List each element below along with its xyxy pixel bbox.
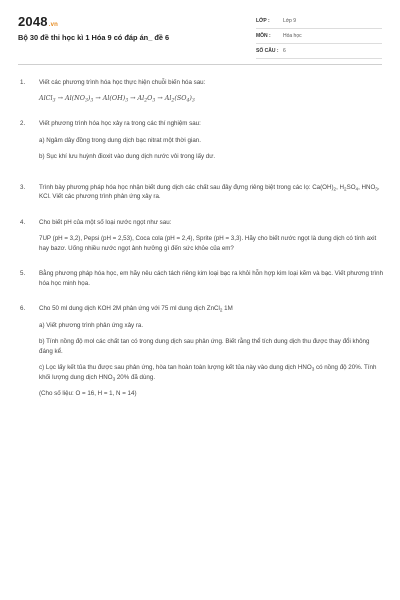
question-number: 6. <box>20 305 26 312</box>
question-text: Cho biết pH của một số loại nước ngọt như sau: <box>39 218 172 226</box>
question-part-a: a) Ngâm dây đồng trong dung dịch bạc nitrat một thời gian. <box>39 136 201 144</box>
meta-label: SỐ CÂU : <box>256 48 279 54</box>
question-4 <box>18 218 384 254</box>
question-text: Cho 50 ml dung dịch KOH 2M phản ứng với 75 ml dung dịch ZnCl$_2$ 1M <box>39 305 233 313</box>
document-title: Bộ 30 đề thi học kì 1 Hóa 9 có đáp án_ đề 6 <box>18 33 170 42</box>
meta-label: MÔN : <box>256 33 271 39</box>
question-part-a: a) Viết phương trình phản ứng xảy ra. <box>39 321 144 329</box>
meta-table <box>256 14 382 59</box>
question-number: 5. <box>20 270 26 277</box>
meta-label: LỚP : <box>256 18 270 24</box>
reaction-chain: AlCl$_3$ → $Al(NO_3)_3 \to Al(OH)_3 \to Al_2O_3 \to Al_2(SO_4)_3$ <box>39 93 195 103</box>
site-logo[interactable]: 2048.vn <box>18 14 59 29</box>
meta-value: Lớp 9 <box>283 18 297 24</box>
question-number: 1. <box>20 79 26 86</box>
question-text: Bằng phương pháp hóa học, em hãy nêu cách tách riêng kim loại bạc ra khỏi hỗn hợp kim loại kẽm và bạc. Viết phương trình hóa học minh họa. <box>39 270 384 287</box>
data-note: (Cho số liệu: O = 16, H = 1, N = 14) <box>39 390 137 397</box>
document-header <box>0 0 400 62</box>
question-text: Viết phương trình hóa học xảy ra trong các thí nghiệm sau: <box>39 120 201 127</box>
question-number: 4. <box>20 218 26 226</box>
meta-row-class <box>256 14 382 29</box>
question-detail: 7UP (pH = 3,2), Pepsi (pH = 2,53), Coca cola (pH = 2,4), Sprite (pH = 3,3). Hãy cho biết nước ngọt là dung dịch có tính axit hay bazơ. Uống nhiều nước ngọt ảnh hưởng gì đến sức khỏe của em? <box>39 235 377 252</box>
question-part-c: c) Lọc lấy kết tủa thu được sau phản ứng, hòa tan hoàn toàn lượng kết tủa này vào dung dịch $HNO_3$ có nồng độ 20%. Tính khối lượng dung dịch $HNO_3$ 20% đã dùng. <box>39 364 377 381</box>
question-2 <box>18 119 384 162</box>
meta-value: Hóa học <box>283 33 302 39</box>
question-5 <box>18 269 384 288</box>
meta-row-count <box>256 44 382 59</box>
question-list <box>18 78 384 399</box>
question-part-b: b) Tính nồng độ mol các chất tan có trong dung dịch sau phản ứng. Biết rằng thể tích dung dịch thu được thay đổi không đáng kể. <box>39 338 370 355</box>
question-6 <box>18 304 384 399</box>
meta-value: 6 <box>283 48 286 54</box>
question-number: 3. <box>20 183 26 191</box>
header-divider <box>18 64 382 65</box>
question-number: 2. <box>20 120 26 127</box>
meta-row-subject <box>256 29 382 44</box>
question-text: Trình bày phương pháp hóa học nhận biết dung dịch các chất sau đây đựng riêng biệt trong các lọ: $Ca(OH)_2$, $H_2SO_4$, $HNO_3$, KCl. Viết các phương trình phản ứng xảy ra. <box>39 183 380 200</box>
question-part-b: b) Sục khí lưu huỳnh đioxit vào dung dịch nước vôi trong lấy dư. <box>39 153 216 160</box>
question-3 <box>18 183 384 202</box>
question-text: Viết các phương trình hóa học thực hiện chuỗi biến hóa sau: <box>39 79 206 86</box>
question-1 <box>18 78 384 103</box>
